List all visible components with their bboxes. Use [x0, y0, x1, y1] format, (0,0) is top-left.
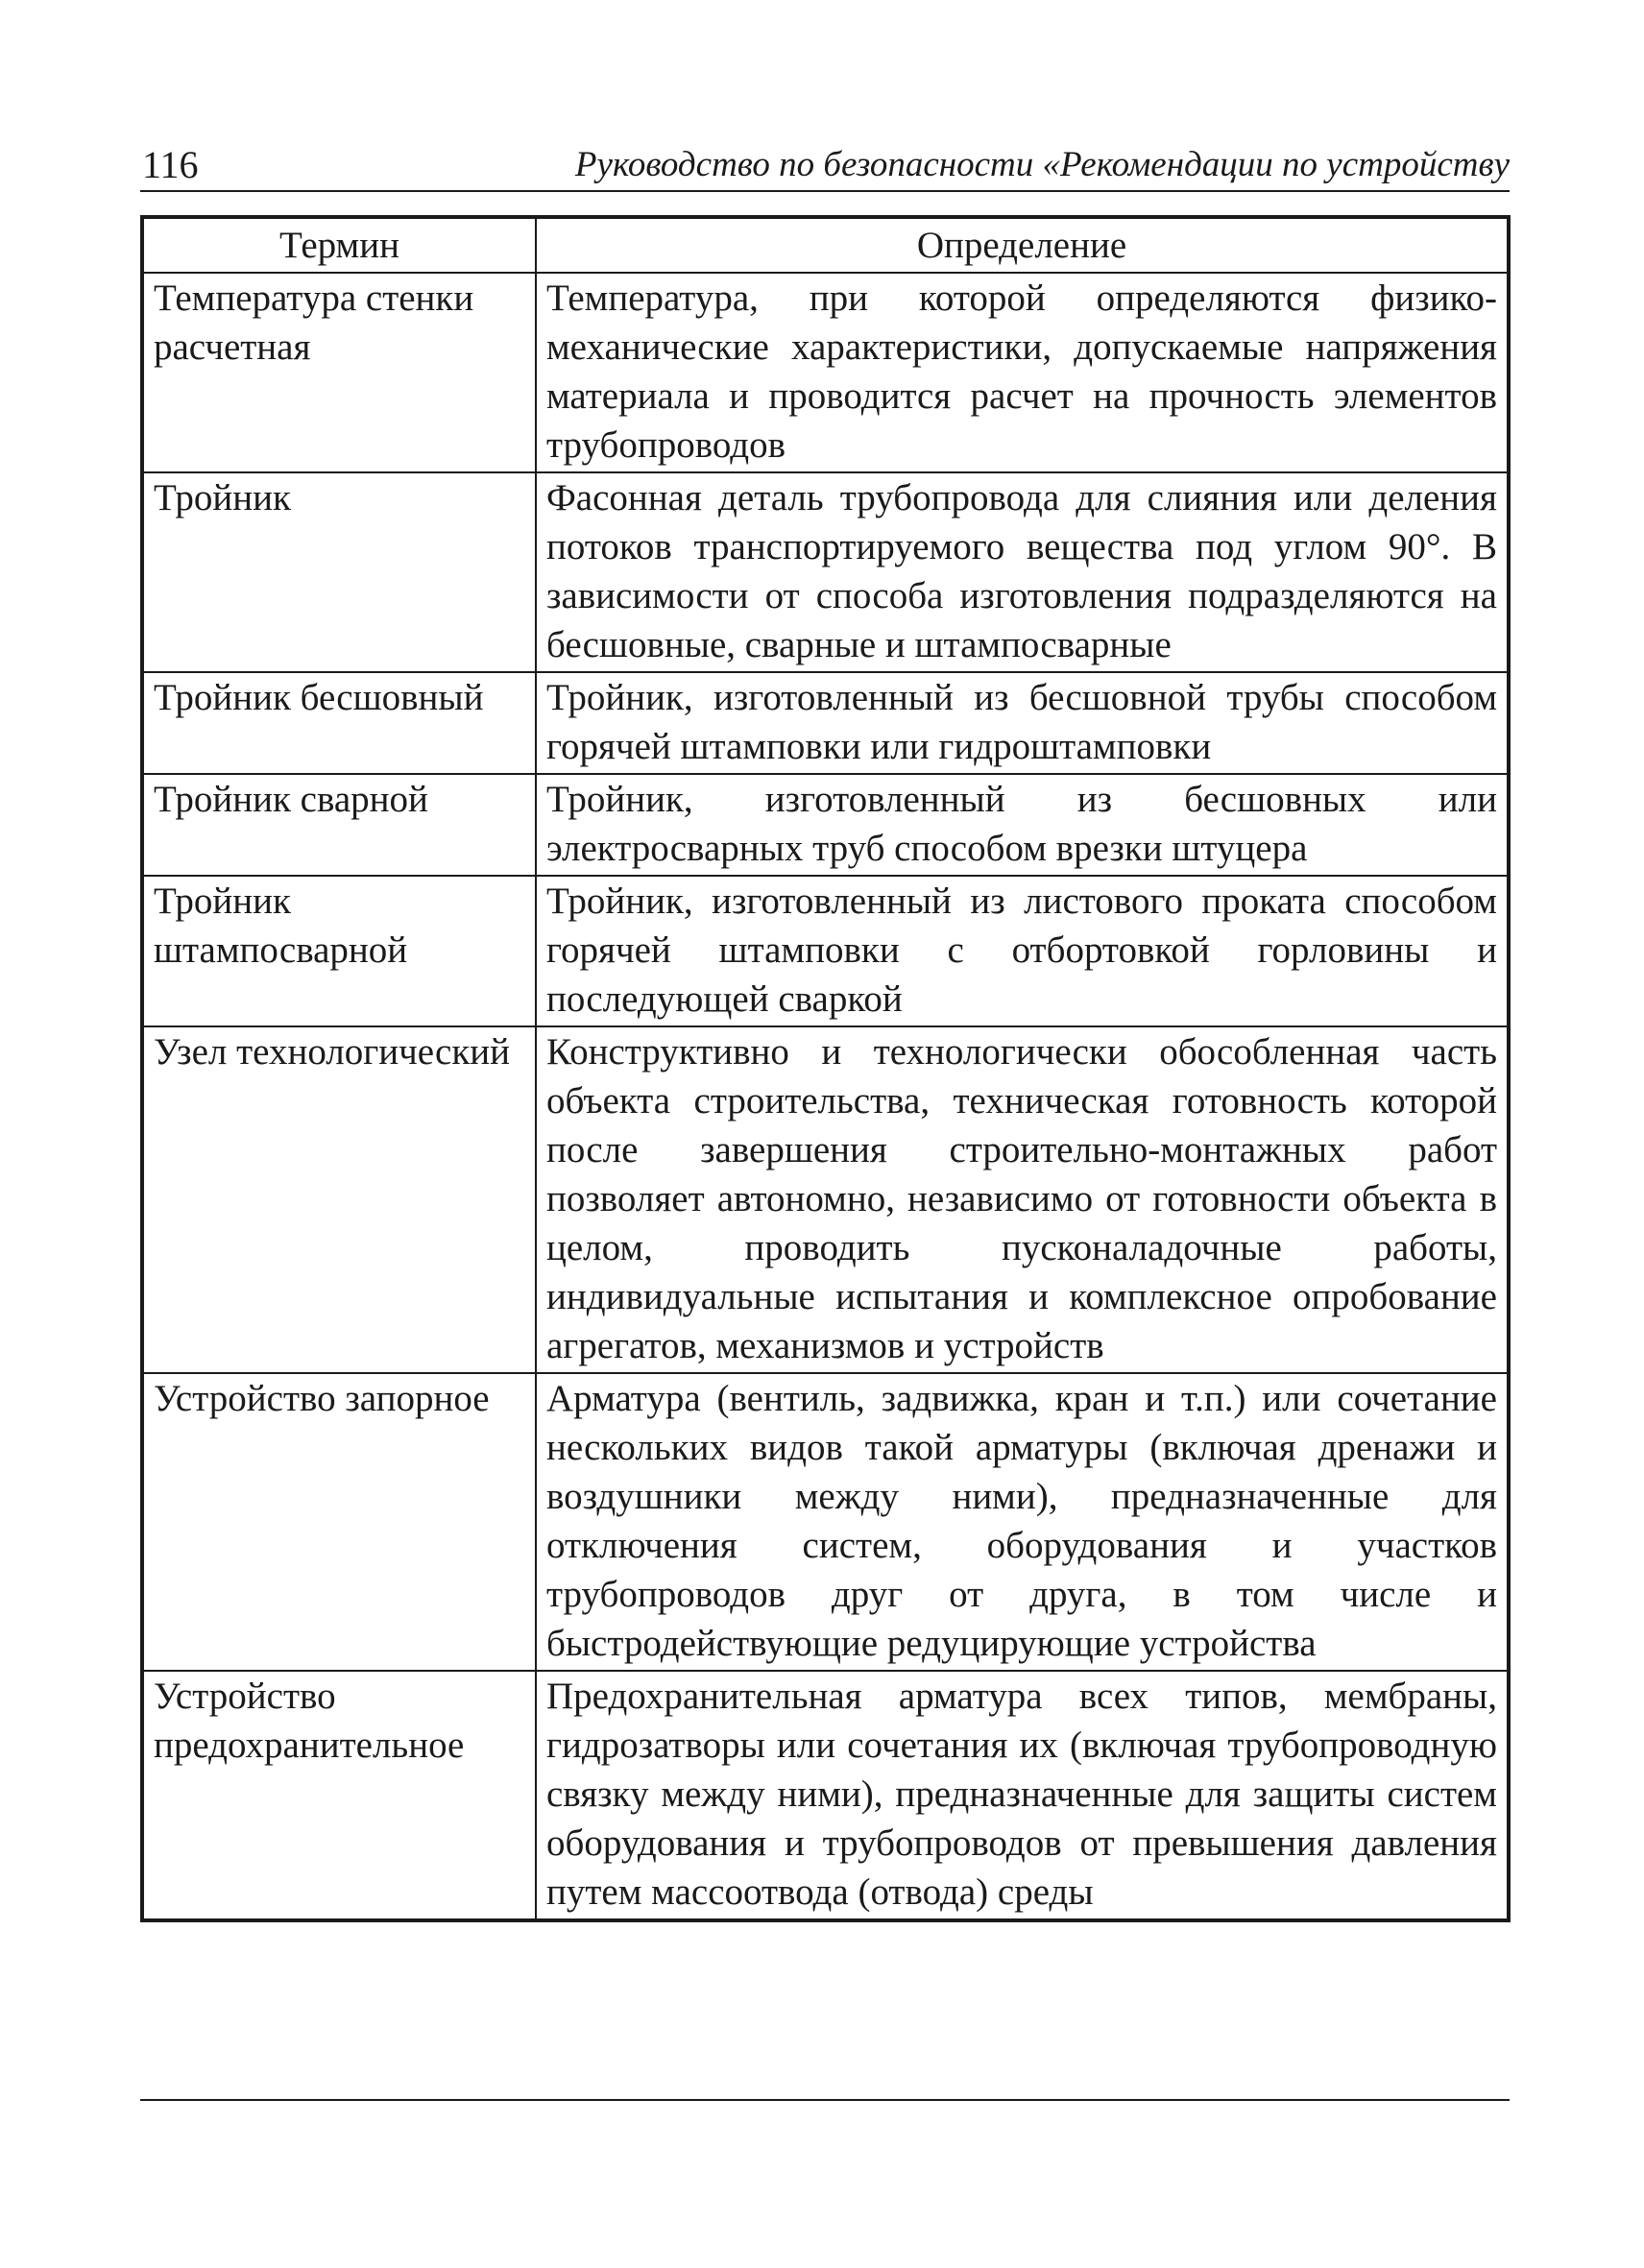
definition-cell: Тройник, изготовленный из бесшовных или электросварных труб способом врезки штуцера [536, 774, 1509, 876]
term-cell: Тройник бесшовный [142, 672, 536, 774]
table-row [142, 876, 1509, 1026]
page-number: 116 [142, 143, 199, 186]
table-row [142, 472, 1509, 672]
definition-cell: Предохранительная арматура всех типов, мембраны, гидрозатворы или сочетания их (включая трубопроводную связку между ними), предназначенные для защиты систем оборудования и трубопроводов от превышения давления путем массоотвода (отвода) среды [536, 1671, 1509, 1920]
definition-cell: Тройник, изготовленный из листового проката способом горячей штамповки с отбортовкой горловины и последующей сваркой [536, 876, 1509, 1026]
column-header-term: Термин [142, 217, 536, 273]
term-cell: Тройник штампосварной [142, 876, 536, 1026]
term-cell: Устройство запорное [142, 1373, 536, 1671]
table-row [142, 273, 1509, 472]
table-header-row [142, 217, 1509, 273]
table-row [142, 774, 1509, 876]
term-cell: Температура стенки расчетная [142, 273, 536, 472]
term-cell: Узел технологический [142, 1026, 536, 1373]
page-header [140, 136, 1510, 192]
term-cell: Тройник [142, 472, 536, 672]
table-row [142, 672, 1509, 774]
table-row [142, 1026, 1509, 1373]
definition-cell: Арматура (вентиль, задвижка, кран и т.п.) или сочетание нескольких видов такой арматуры (включая дренажи и воздушники между ними), предназначенные для отключения систем, оборудования и участков трубопроводов друг от друга, в том числе и быстродействующие редуцирующие устройства [536, 1373, 1509, 1671]
definition-cell: Тройник, изготовленный из бесшовной трубы способом горячей штамповки или гидроштамповки [536, 672, 1509, 774]
definition-cell: Температура, при которой определяются физико-механические характеристики, допускаемые напряжения материала и проводится расчет на прочность элементов трубопроводов [536, 273, 1509, 472]
column-header-definition: Определение [536, 217, 1509, 273]
terms-table [140, 215, 1511, 1922]
definition-cell: Конструктивно и технологически обособленная часть объекта строительства, техническая готовность которой после завершения строительно-монтажных работ позволяет автономно, независимо от готовности объекта в целом, проводить пусконаладочные работы, индивидуальные испытания и комплексное опробование агрегатов, механизмов и устройств [536, 1026, 1509, 1373]
footer-rule [140, 2099, 1510, 2101]
term-cell: Тройник сварной [142, 774, 536, 876]
table-row [142, 1373, 1509, 1671]
table-row [142, 1671, 1509, 1920]
term-cell: Устройство предохранительное [142, 1671, 536, 1920]
running-title: Руководство по безопасности «Рекомендации по устройству [574, 145, 1510, 184]
definition-cell: Фасонная деталь трубопровода для слияния или деления потоков транспортируемого вещества под углом 90°. В зависимости от способа изготовления подразделяются на бесшовные, сварные и штампосварные [536, 472, 1509, 672]
